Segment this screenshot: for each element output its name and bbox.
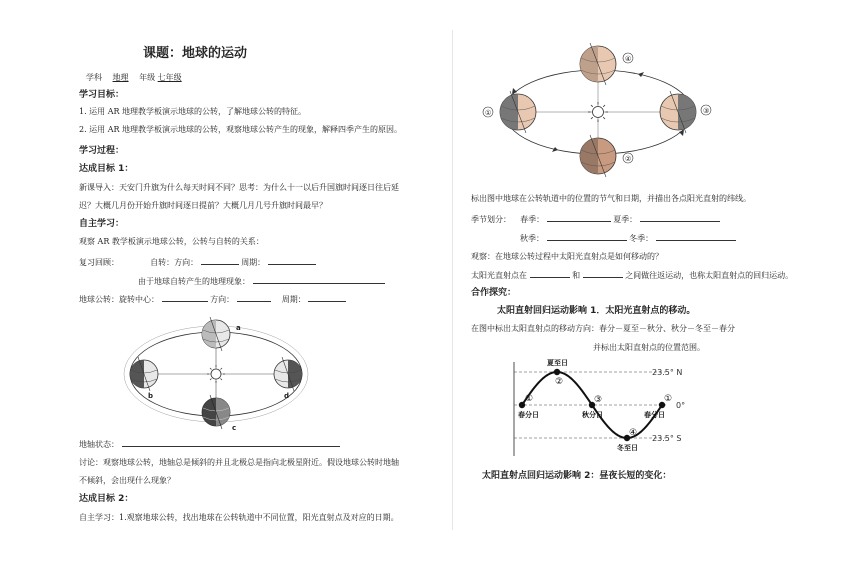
earth-icon-1 <box>500 91 536 133</box>
rotation-period-blank[interactable] <box>268 257 316 265</box>
impact-1-heading: 太阳直射回归运动影响 1．太阳光直射点的移动。 <box>497 306 696 316</box>
page-divider <box>452 30 453 530</box>
sunpoint-blank-1[interactable] <box>530 270 570 278</box>
intro-line-1: 新课导入：天安门升旗为什么每天时间不同？思考：为什么十一以后升国旗时间逐日往后延 <box>79 183 399 192</box>
revolution-period-blank[interactable] <box>308 294 346 302</box>
sunpoint-blank-2[interactable] <box>583 270 623 278</box>
page-title: 课题：地球的运动 <box>143 46 248 61</box>
y-tick-equator: 0° <box>676 401 686 410</box>
discussion-line-2: 不倾斜，会出现什么现象？ <box>79 476 175 485</box>
sun-point-chart <box>500 358 700 458</box>
intro-line-2: 迟？大概几月份开始升旗时间逐日提前？大概几月几号升旗时间最早？ <box>79 201 327 210</box>
earth-icon-a <box>202 317 230 351</box>
mark-instruction: 标出图中地球在公转轨道中的位置的节气和日期，并描出各点阳光直射的纬线。 <box>471 194 751 203</box>
autumn-blank[interactable] <box>547 233 627 241</box>
marker-3: ③ <box>703 107 710 115</box>
y-tick-south: 23.5° S <box>652 434 682 443</box>
goal-2: 2. 运用 AR 地理教学板演示地球的公转，观察地球公转产生的现象，解释四季产生的原因。 <box>79 125 403 134</box>
chart-category-1: 春分日 <box>518 411 539 419</box>
subject-prefix: 学科 <box>86 73 102 82</box>
earth-icon-3 <box>660 91 696 133</box>
season-line-2 <box>520 233 736 244</box>
revolution-center-blank[interactable] <box>162 294 208 302</box>
chart-category-3: 秋分日 <box>582 411 603 419</box>
instruction-line-1: 在图中标出太阳直射点的移动方向：春分－夏至－秋分、秋分－冬至－春分 <box>471 324 735 333</box>
earth-icon-4 <box>580 43 616 85</box>
phenomenon-line <box>138 276 385 287</box>
self-study-heading: 自主学习： <box>79 219 125 229</box>
sunpoint-and: 和 <box>572 271 581 280</box>
phenomenon-label: 由于地球自转产生的地理现象： <box>138 277 250 286</box>
axis-state-blank[interactable] <box>122 439 340 447</box>
subject-line <box>86 73 182 83</box>
earth-icon-d <box>274 357 302 391</box>
season-line-1 <box>471 214 720 225</box>
rotation-direction-label: 自转：方向： <box>150 258 199 267</box>
autumn-label: 秋季： <box>520 234 544 243</box>
revolution-center-label: 地球公转：旋转中心： <box>79 295 159 304</box>
spring-label: 春季： <box>520 215 545 224</box>
grade-value: 七年级 <box>157 73 182 82</box>
earth-icon-c <box>202 395 230 429</box>
instruction-line-2: 并标出太阳直射点的位置范围。 <box>593 343 705 352</box>
target1-heading: 达成目标 1： <box>79 164 134 174</box>
observe-line: 观察 AR 教学板演示地球公转，公转与自转的关系： <box>79 237 264 246</box>
earth-icon-2 <box>580 135 616 177</box>
chart-category-2: 夏至日 <box>547 359 568 367</box>
impact-2-heading: 太阳直射点回归运动影响 2：昼夜长短的变化： <box>482 471 672 481</box>
label-a: a <box>236 324 241 332</box>
sunpoint-suffix: 之间做往返运动，也称太阳直射点的回归运动。 <box>625 271 794 280</box>
revolution-direction-blank[interactable] <box>237 294 271 302</box>
grade-prefix: 年级 <box>139 73 156 82</box>
phenomenon-blank[interactable] <box>253 276 385 284</box>
discussion-line-1: 讨论：观察地球公转，地轴总是倾斜的并且北极总是指向北极星附近。假设地球公转时地轴 <box>79 458 399 467</box>
chart-point-label-4: ④ <box>629 428 638 438</box>
coop-heading: 合作探究： <box>471 288 517 298</box>
axis-state-label: 地轴状态： <box>79 440 119 449</box>
axis-state-line <box>79 439 340 450</box>
label-b: b <box>148 392 154 400</box>
subject-value: 地理 <box>112 73 129 82</box>
chart-category-5: 春分日 <box>644 411 665 419</box>
chart-point-label-3: ③ <box>594 395 603 405</box>
target2-heading: 达成目标 2： <box>79 494 134 504</box>
self-study-2: 自主学习：1.观察地球公转，找出地球在公转轨道中不同位置，阳光直射点及对应的日期。 <box>79 513 399 522</box>
orbit-diagram-2 <box>478 40 714 180</box>
earth-icon-b <box>130 357 158 391</box>
chart-category-4: 冬至日 <box>617 444 638 452</box>
marker-1: ① <box>485 109 492 117</box>
label-d: d <box>284 392 290 400</box>
y-tick-north: 23.5° N <box>652 368 683 377</box>
revolution-period-label: 周期： <box>281 295 306 304</box>
orbit-diagram-1 <box>118 312 318 430</box>
label-c: c <box>232 424 237 432</box>
observe-question: 观察：在地球公转过程中太阳光直射点是如何移动的？ <box>471 252 663 261</box>
chart-point-label-5: ① <box>664 394 673 404</box>
winter-blank[interactable] <box>656 233 736 241</box>
chart-point-2 <box>554 369 560 375</box>
goal-1: 1. 运用 AR 地理教学板演示地球的公转，了解地球公转的特征。 <box>79 107 307 116</box>
process-heading: 学习过程： <box>79 146 125 156</box>
sunpoint-line <box>471 270 793 281</box>
season-label: 季节划分： <box>471 215 511 224</box>
rotation-direction-blank[interactable] <box>201 257 239 265</box>
revolution-direction-label: 方向： <box>210 295 235 304</box>
chart-point-label-2: ② <box>555 377 564 387</box>
spring-blank[interactable] <box>547 214 611 222</box>
chart-point-label-1: ① <box>525 394 534 404</box>
summer-blank[interactable] <box>640 214 720 222</box>
revolution-line <box>79 294 346 305</box>
goals-heading: 学习目标： <box>79 90 125 100</box>
rotation-period-label: 周期： <box>241 258 266 267</box>
summer-label: 夏季： <box>613 215 638 224</box>
review-label: 复习回顾： <box>79 258 119 267</box>
marker-2: ② <box>625 155 632 163</box>
marker-4: ④ <box>625 55 632 63</box>
review-line <box>79 257 316 268</box>
sunpoint-prefix: 太阳光直射点在 <box>471 271 527 280</box>
winter-label: 冬季： <box>629 234 654 243</box>
